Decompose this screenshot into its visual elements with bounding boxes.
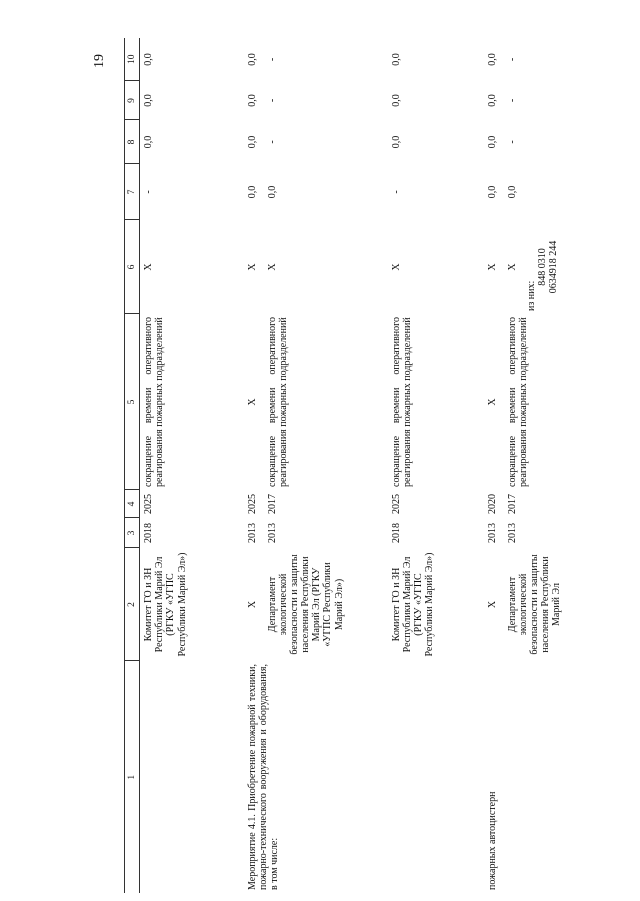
table-row	[140, 38, 244, 893]
value-cell: -	[390, 190, 402, 194]
value-cell: 0,0	[486, 94, 498, 107]
value-cell: -	[506, 57, 518, 62]
result-cell: сокращение времени оперативного реагирования пожарных подразделений	[506, 317, 529, 487]
budget-code-2: 0634918 244	[548, 240, 560, 294]
value-cell: -	[506, 98, 518, 103]
result-cell: сокращение времени оперативного реагирования пожарных подразделений	[390, 317, 413, 487]
table-row	[388, 38, 484, 893]
executor-cell: Департамент экологической безопасности и защиты населения Республики Марий Эл (РГКУ «УГПС Республики Марий Эл»)	[266, 554, 345, 655]
column-header: 2	[125, 548, 140, 661]
measure-cell: Мероприятие 4.1. Приобретение пожарной техники, пожарно-технического вооружения и оборудования, в том числе:	[246, 664, 280, 890]
start-year-cell: 2013	[506, 523, 518, 543]
code-cell: X	[266, 263, 278, 271]
measure-cell	[388, 661, 484, 893]
executor-cell: Комитет ГО и ЗН Республики Марий Эл (РГКУ «УГПС Республики Марий Эл»)	[390, 552, 436, 657]
measure-cell	[140, 661, 244, 893]
code-cell: X	[143, 263, 154, 271]
start-year-cell: 2013	[246, 523, 258, 543]
code-cell: X	[486, 263, 498, 271]
value-cell: 0,0	[143, 94, 154, 107]
end-year-cell: 2017	[266, 494, 278, 514]
result-cell: X	[246, 398, 258, 406]
result-cell: сокращение времени оперативного реагирования пожарных подразделений	[266, 317, 289, 487]
page-number: 19	[92, 54, 107, 68]
value-cell: 0,0	[246, 53, 258, 66]
column-header: 4	[125, 490, 140, 518]
end-year-cell: 2025	[390, 494, 402, 514]
value-cell: 0,0	[266, 185, 278, 199]
code-of-which: из них:	[525, 280, 537, 311]
value-cell: 0,0	[390, 94, 402, 107]
executor-cell: Департамент экологической безопасности и защиты населения Республики Марий Эл	[506, 554, 563, 655]
header-row	[125, 38, 140, 893]
value-cell: 0,0	[486, 185, 498, 199]
code-cell: X	[246, 263, 258, 271]
column-header: 3	[125, 518, 140, 548]
column-header: 6	[125, 220, 140, 314]
value-cell: 0,0	[246, 135, 258, 149]
value-cell: 0,0	[246, 185, 258, 199]
end-year-cell: 2020	[486, 494, 498, 514]
value-cell: 0,0	[246, 94, 258, 107]
value-cell: 0,0	[486, 135, 498, 149]
value-cell: -	[266, 57, 278, 62]
column-header: 7	[125, 164, 140, 220]
code-x: X	[506, 263, 518, 271]
executor-cell: Комитет ГО и ЗН Республики Марий Эл (РГКУ «УГПС Республики Марий Эл»)	[143, 552, 188, 657]
start-year-cell: 2013	[486, 523, 498, 543]
column-header: 5	[125, 314, 140, 490]
value-cell: -	[266, 140, 278, 144]
value-cell: 0,0	[143, 53, 154, 66]
result-cell: X	[486, 398, 498, 406]
value-cell: -	[266, 98, 278, 103]
executor-cell: X	[246, 600, 258, 609]
measure-cell: пожарных автоцистерн	[486, 791, 498, 890]
value-cell: -	[143, 190, 154, 194]
end-year-cell: 2017	[506, 494, 518, 514]
executor-cell: X	[486, 600, 498, 609]
column-header: 1	[125, 661, 140, 893]
value-cell: 0,0	[143, 135, 154, 149]
end-year-cell: 2025	[246, 494, 258, 514]
column-header: 10	[125, 38, 140, 81]
budget-code-1: 848 0310	[536, 248, 548, 286]
start-year-cell: 2013	[266, 523, 278, 543]
column-header: 9	[125, 81, 140, 120]
start-year-cell: 2018	[143, 523, 154, 543]
end-year-cell: 2025	[143, 494, 154, 514]
value-cell: 0,0	[506, 185, 518, 199]
value-cell: 0,0	[390, 135, 402, 149]
table-row	[484, 38, 504, 893]
value-cell: -	[506, 140, 518, 144]
program-table	[124, 38, 614, 893]
rotated-table-container	[124, 38, 624, 893]
table-row	[244, 38, 264, 893]
value-cell: 0,0	[486, 53, 498, 66]
start-year-cell: 2018	[390, 523, 402, 543]
value-cell: 0,0	[390, 53, 402, 66]
code-cell: X	[390, 263, 402, 271]
result-cell: сокращение времени оперативного реагирования пожарных подразделений	[143, 317, 166, 487]
column-header: 8	[125, 120, 140, 164]
code-cell	[504, 220, 614, 314]
